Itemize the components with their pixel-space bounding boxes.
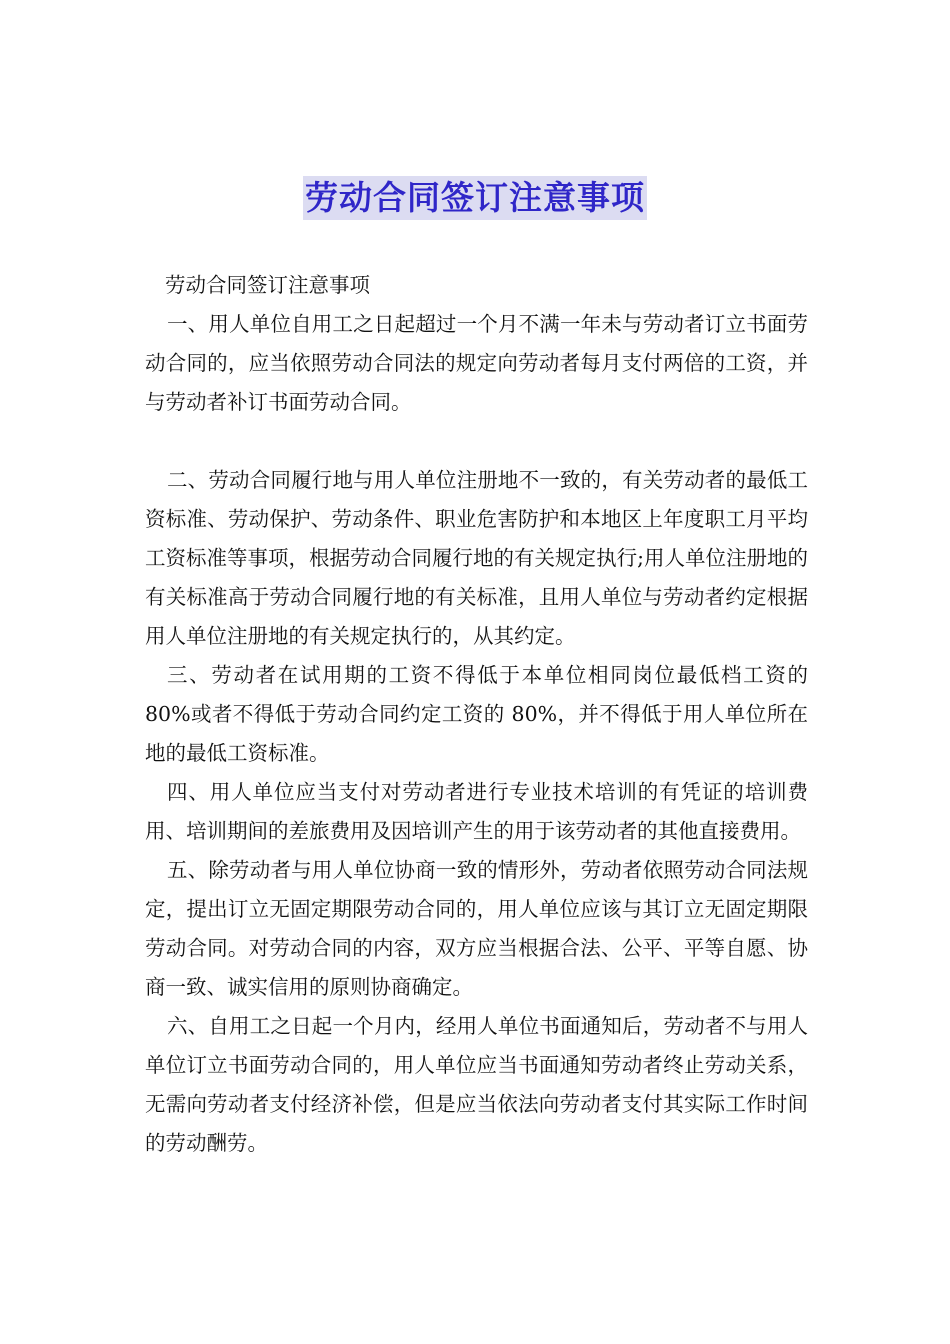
- paragraph-3: 三、劳动者在试用期的工资不得低于本单位相同岗位最低档工资的 80%或者不得低于劳动合同约定工资的 80%，并不得低于用人单位所在地的最低工资标准。: [145, 663, 808, 765]
- paragraph-2: 二、劳动合同履行地与用人单位注册地不一致的，有关劳动者的最低工资标准、劳动保护、劳动条件、职业危害防护和本地区上年度职工月平均工资标准等事项，根据劳动合同履行地的有关规定执行;用人单位注册地的有关标准高于劳动合同履行地的有关标准，且用人单位与劳动者约定根据用人单位注册地的有关规定执行的，从其约定。: [145, 468, 808, 648]
- paragraph-5: 五、除劳动者与用人单位协商一致的情形外，劳动者依照劳动合同法规定，提出订立无固定期限劳动合同的，用人单位应该与其订立无固定期限劳动合同。对劳动合同的内容，双方应当根据合法、公平、平等自愿、协商一致、诚实信用的原则协商确定。: [145, 858, 808, 999]
- document-body: [145, 266, 808, 1163]
- paragraph-6: 六、自用工之日起一个月内，经用人单位书面通知后，劳动者不与用人单位订立书面劳动合同的，用人单位应当书面通知劳动者终止劳动关系，无需向劳动者支付经济补偿，但是应当依法向劳动者支付其实际工作时间的劳动酬劳。: [145, 1014, 808, 1155]
- title-container: [0, 176, 950, 220]
- document-subtitle: 劳动合同签订注意事项: [165, 273, 370, 297]
- paragraph-4: 四、用人单位应当支付对劳动者进行专业技术培训的有凭证的培训费用、培训期间的差旅费用及因培训产生的用于该劳动者的其他直接费用。: [145, 780, 808, 843]
- paragraph-1: 一、用人单位自用工之日起超过一个月不满一年未与劳动者订立书面劳动合同的，应当依照劳动合同法的规定向劳动者每月支付两倍的工资，并与劳动者补订书面劳动合同。: [145, 312, 808, 414]
- document-title: 劳动合同签订注意事项: [303, 176, 647, 220]
- paragraph-spacer: [145, 422, 808, 461]
